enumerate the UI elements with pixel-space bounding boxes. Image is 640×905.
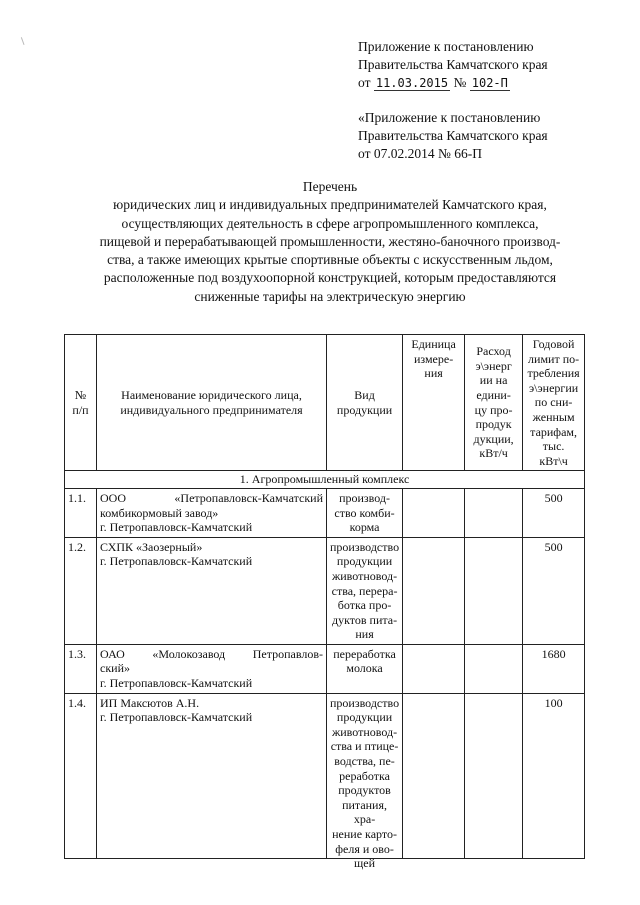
row-num: 1.1. [65,488,97,537]
title-line: расположенные под воздухоопорной конструкцией, которым предоставляются [103,270,557,286]
row-product-line: производство [330,695,400,710]
row-product [327,488,403,537]
header-name-line: индивидуального предпринимателя [120,402,303,417]
header-limit-line: Годовой [532,337,575,351]
attachment-previous [358,109,548,163]
row-name-line: ОАО «Молокозавод Петропавлов- [100,646,323,661]
row-product-line: феля и ово- [335,841,394,856]
row-limit: 1680 [523,644,585,693]
row-usage [465,537,523,644]
row-name-line: ский» [100,661,130,676]
row-unit [403,644,465,693]
row-product [327,693,403,871]
title-line: ства, а также имеющих крытые спортивные объекты с искусственным льдом, [107,252,553,268]
row-product-line: переработка [333,646,396,661]
header-limit-line: кВт\ч [539,453,568,468]
header-unit-line: измере- [413,351,454,366]
table-row [65,537,585,644]
row-name [97,488,327,537]
row-name-line: г. Петропавловск-Камчатский [100,710,253,725]
row-usage [465,693,523,858]
row-product-line: молока [346,661,383,676]
attachment-prev-line-2: Правительства Камчатского края [358,128,548,143]
header-limit-line: женным [532,409,575,424]
row-name [97,644,327,693]
row-name-line: г. Петропавловск-Камчатский [100,520,253,535]
header-usage-line: едини- [476,388,511,403]
header-usage-line: кВт/ч [479,446,508,461]
row-product-line: ства и птице- [330,739,399,754]
header-limit-line: э\энергии [529,380,579,395]
row-unit [403,693,465,858]
row-product-line: питания, хра- [342,797,388,827]
row-name-line: ООО «Петропавловск-Камчатский [100,490,323,505]
attachment-line-1: Приложение к постановлению [358,39,534,54]
from-label: от [358,75,371,90]
title-heading: Перечень [302,179,358,194]
row-num: 1.2. [65,537,97,644]
table-header-row [65,335,585,471]
table-row [65,488,585,537]
row-product-lines [330,695,400,871]
header-limit [523,335,585,471]
row-product-line: производ- [339,490,391,505]
header-usage-line: ии на [479,373,508,388]
row-name-line: ИП Максютов А.Н. [100,695,200,710]
title-line: пищевой и перерабатывающей промышленности, жестяно-баночного производ- [99,233,561,249]
attachment-current [358,38,548,92]
row-limit: 500 [523,537,585,644]
row-product-line: животновод- [331,568,398,583]
row-product-line: ства, перера- [331,583,398,598]
row-num: 1.4. [65,693,97,858]
row-product-line: водства, пе- [334,754,395,769]
margin-mark [21,35,30,45]
title-line: сниженные тарифы на электрическую энергию [194,288,466,304]
header-usage [465,335,523,471]
row-product [327,644,403,693]
attachment-line-2: Правительства Камчатского края [358,57,548,72]
row-product-line: нение карто- [332,827,397,841]
header-product-line: продукции [336,402,393,417]
header-unit-line: Единица [411,337,456,351]
table-row [65,693,585,858]
title-line: осуществляющих деятельность в сфере агропромышленного комплекса, [121,215,539,231]
row-name [97,693,327,858]
enterprise-table [64,334,585,871]
handwritten-date: 11.03.2015 [375,76,449,90]
row-product-line: животновод- [331,724,398,739]
row-name-line: г. Петропавловск-Камчатский [100,554,253,569]
title-line: юридических лиц и индивидуальных предпринимателей Камчатского края, [113,197,547,213]
row-product-line: ство комби- [334,505,395,520]
attachment-date-line [358,74,548,92]
header-limit-line: требления [527,366,580,381]
header-usage-line: э\энерг [475,358,512,373]
header-limit-line: лимит по- [528,351,580,366]
header-usage-line: продук [475,417,512,432]
header-usage-line: Расход [476,344,511,359]
row-name-line: комбикормовый завод» [100,505,219,520]
document-title [60,178,600,306]
header-name [97,335,327,471]
header-unit-line: ния [424,366,443,381]
header-limit-line: тыс. [542,439,565,454]
header-product [327,335,403,471]
table-row [65,644,585,693]
attachment-prev-line-3: от 07.02.2014 № 66-П [358,146,482,161]
row-product-line: дуктов пита- [332,612,398,627]
row-product [327,537,403,644]
header-product-line: Вид [354,388,375,403]
section-title: 1. Агропромышленный комплекс [65,471,585,489]
row-limit: 500 [523,488,585,537]
row-unit [403,488,465,537]
row-product-line: продукции [336,710,393,725]
header-name-line: Наименование юридического лица, [121,388,302,403]
row-unit [403,537,465,644]
row-product-line: реработка [339,768,390,783]
row-name-line: СХПК «Заозерный» [100,539,203,554]
row-product-line: ботка про- [337,598,392,613]
row-num: 1.3. [65,644,97,693]
row-name [97,537,327,644]
row-name-line: г. Петропавловск-Камчатский [100,676,253,691]
header-usage-line: цу про- [474,402,513,417]
header-num-line: № [74,388,87,403]
header-usage-line: дукции, [473,431,514,446]
number-sign: № [453,75,467,90]
row-product-line: продуктов [338,783,391,798]
header-num-line: п/п [72,402,89,417]
row-limit: 100 [523,693,585,858]
row-product-line: корма [349,520,380,535]
row-product-line: производство [330,539,400,554]
header-unit [403,335,465,471]
row-product-line: продукции [336,554,393,569]
row-usage [465,644,523,693]
header-num [65,335,97,471]
attachment-prev-line-1: «Приложение к постановлению [358,110,541,125]
row-product-line: щей [354,856,376,871]
handwritten-number: 102-П [471,76,508,90]
header-limit-line: по сни- [534,395,573,410]
section-row [65,471,585,489]
row-usage [465,488,523,537]
row-product-line: ния [355,627,374,642]
header-limit-line: тарифам, [530,424,578,439]
